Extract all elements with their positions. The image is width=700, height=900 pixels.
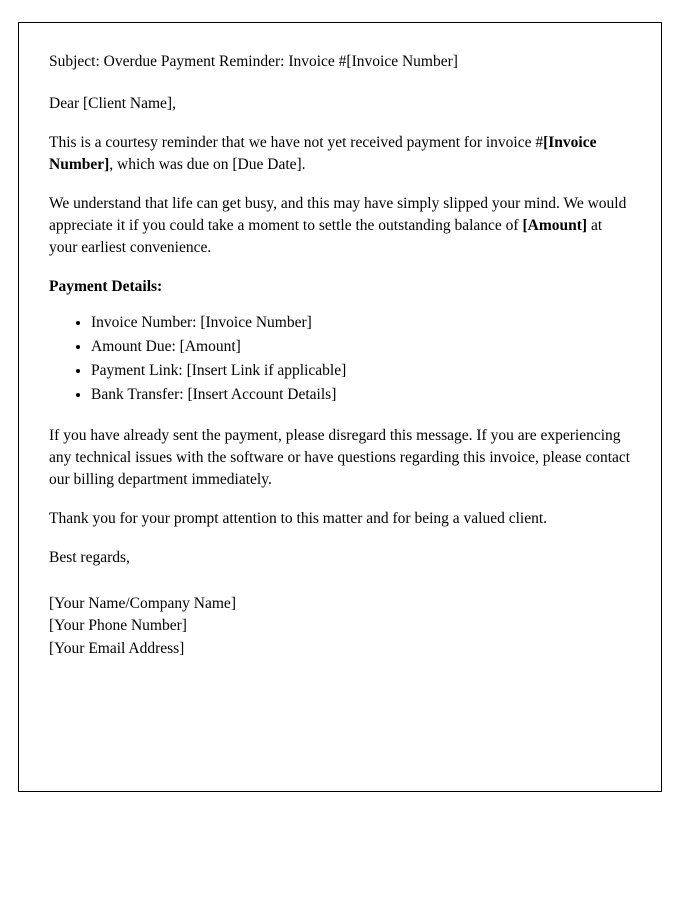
list-item: • Bank Transfer: [Insert Account Details]	[91, 384, 631, 407]
subject-line: Subject: Overdue Payment Reminder: Invoice #[Invoice Number]	[49, 53, 458, 70]
document-page	[18, 22, 662, 792]
paragraph-disregard-notice: If you have already sent the payment, please disregard this message. If you are experiencing any technical issues with the software or have questions regarding this invoice, please contact our billing department immediately.	[49, 426, 631, 488]
closing-line: Best regards,	[49, 548, 130, 566]
paragraph-invoice-reminder	[49, 132, 631, 176]
paragraph-2-text-after: at your earliest convenience.	[49, 217, 603, 256]
paragraph-1-invoice-number-placeholder: [Invoice Number]	[49, 134, 597, 173]
paragraph-1-text-before: This is a courtesy reminder that we have not yet received payment for invoice #	[49, 134, 544, 151]
signature-phone: [Your Phone Number]	[49, 617, 187, 635]
paragraph-thank-you: Thank you for your prompt attention to this matter and for being a valued client.	[49, 509, 548, 527]
paragraph-1-text-after: , which was due on [Due Date].	[109, 156, 306, 173]
paragraph-2-text-before: We understand that life can get busy, and this may have simply slipped your mind. We would appreciate it if you could take a moment to settle the outstanding balance of	[49, 195, 627, 234]
list-item: • Payment Link: [Insert Link if applicable]	[91, 360, 631, 383]
payment-details-list	[49, 312, 631, 407]
list-item: • Amount Due: [Amount]	[91, 336, 631, 359]
payment-details-heading: Payment Details:	[49, 278, 163, 295]
list-item: • Invoice Number: [Invoice Number]	[91, 312, 631, 335]
paragraph-balance-request	[49, 193, 631, 259]
document-content	[19, 23, 661, 680]
signature-email: [Your Email Address]	[49, 639, 185, 657]
salutation: Dear [Client Name],	[49, 95, 176, 112]
signature-name: [Your Name/Company Name]	[49, 594, 236, 612]
paragraph-2-amount-placeholder: [Amount]	[522, 217, 588, 234]
